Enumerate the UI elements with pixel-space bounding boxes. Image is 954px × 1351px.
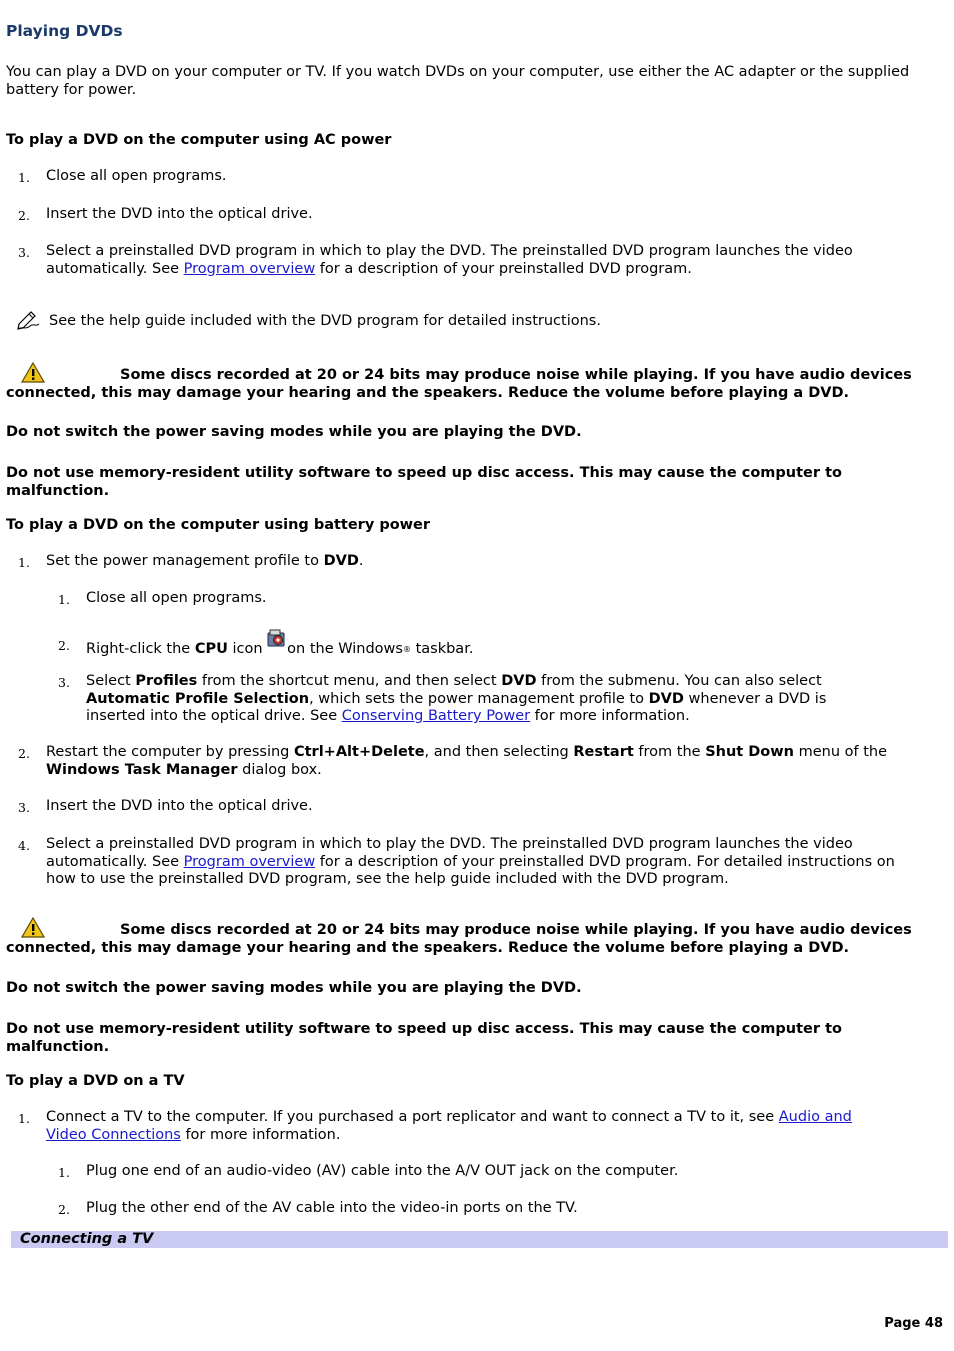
battery-substep-2: Right-click the CPU icon on the Windows® taskbar. (86, 636, 926, 659)
substep-number: 2. (58, 1202, 70, 1217)
battery-substep-3: Select Profiles from the shortcut menu, and then select DVD from the submenu. You can also select Automatic Profile Selection, which sets the power management profile to DVD whenever a DVD is inserted into the optical drive. See Conserving Battery Power for more information. (86, 673, 827, 724)
figure-caption-bar (11, 1231, 948, 1248)
tv-step-1: Connect a TV to the computer. If you purchased a port replicator and want to connect a TV to it, see Audio and Video Connections for more information. (46, 1109, 852, 1143)
warning-power-modes: Do not switch the power saving modes while you are playing the DVD. (6, 980, 582, 996)
program-overview-link[interactable]: Program overview (183, 260, 316, 277)
battery-step-1: Set the power management profile to DVD. (46, 553, 364, 569)
step-number: 3. (18, 800, 30, 815)
note-pencil-icon (16, 308, 40, 330)
program-overview-link[interactable]: Program overview (183, 853, 316, 870)
ac-step-1: Close all open programs. (46, 168, 227, 184)
warning-power-modes: Do not switch the power saving modes while you are playing the DVD. (6, 424, 582, 440)
battery-step-3: Insert the DVD into the optical drive. (46, 798, 313, 814)
intro-paragraph: You can play a DVD on your computer or TV. If you watch DVDs on your computer, use either the AC adapter or the supplied battery for power. (6, 64, 910, 98)
warning-memory-resident: Do not use memory-resident utility software to speed up disc access. This may cause the computer to malfunction. (6, 465, 842, 499)
ac-step-3: Select a preinstalled DVD program in which to play the DVD. The preinstalled DVD program launches the video automatically. See Program overview for a description of your preinstalled DVD program. (46, 243, 853, 277)
ac-power-heading: To play a DVD on the computer using AC power (6, 132, 392, 148)
battery-step-4: Select a preinstalled DVD program in which to play the DVD. The preinstalled DVD program launches the video automatically. See Program overview for a description of your preinstalled DVD program. For detailed instructions on how to use the preinstalled DVD program, see the help guide included with the DVD program. (46, 836, 895, 887)
battery-substep-1: Close all open programs. (86, 590, 267, 606)
step-number: 2. (18, 208, 30, 223)
figure-caption: Connecting a TV (20, 1231, 154, 1247)
substep-number: 2. (58, 638, 70, 653)
step-number: 3. (18, 245, 30, 260)
ac-step-2: Insert the DVD into the optical drive. (46, 206, 313, 222)
substep-number: 1. (58, 592, 70, 607)
conserving-battery-power-link[interactable]: Conserving Battery Power (341, 708, 531, 724)
step-number: 1. (18, 1111, 30, 1126)
warning-memory-resident: Do not use memory-resident utility software to speed up disc access. This may cause the computer to malfunction. (6, 1021, 842, 1055)
warning-noise: Some discs recorded at 20 or 24 bits may produce noise while playing. If you have audio devices connected, this may damage your hearing and the speakers. Reduce the volume before playing a DVD. (6, 367, 912, 401)
audio-video-connections-link[interactable]: Audio and Video Connections (46, 1109, 852, 1143)
cpu-icon (267, 629, 287, 649)
tv-heading: To play a DVD on a TV (6, 1073, 185, 1089)
tv-substep-1: Plug one end of an audio-video (AV) cable into the A/V OUT jack on the computer. (86, 1163, 679, 1179)
warning-noise: Some discs recorded at 20 or 24 bits may produce noise while playing. If you have audio devices connected, this may damage your hearing and the speakers. Reduce the volume before playing a DVD. (6, 922, 912, 956)
note-text: See the help guide included with the DVD program for detailed instructions. (49, 313, 601, 329)
step-number: 4. (18, 838, 30, 853)
tv-substep-2: Plug the other end of the AV cable into the video-in ports on the TV. (86, 1200, 578, 1216)
substep-number: 1. (58, 1165, 70, 1180)
step-number: 1. (18, 170, 30, 185)
page-number: Page 48 (884, 1316, 943, 1331)
battery-power-heading: To play a DVD on the computer using battery power (6, 517, 431, 533)
step-number: 1. (18, 555, 30, 570)
battery-step-2: Restart the computer by pressing Ctrl+Alt+Delete, and then selecting Restart from the Shut Down menu of the Windows Task Manager dialog box. (46, 744, 888, 778)
substep-number: 3. (58, 675, 70, 690)
step-number: 2. (18, 746, 30, 761)
page-title: Playing DVDs (6, 22, 123, 40)
